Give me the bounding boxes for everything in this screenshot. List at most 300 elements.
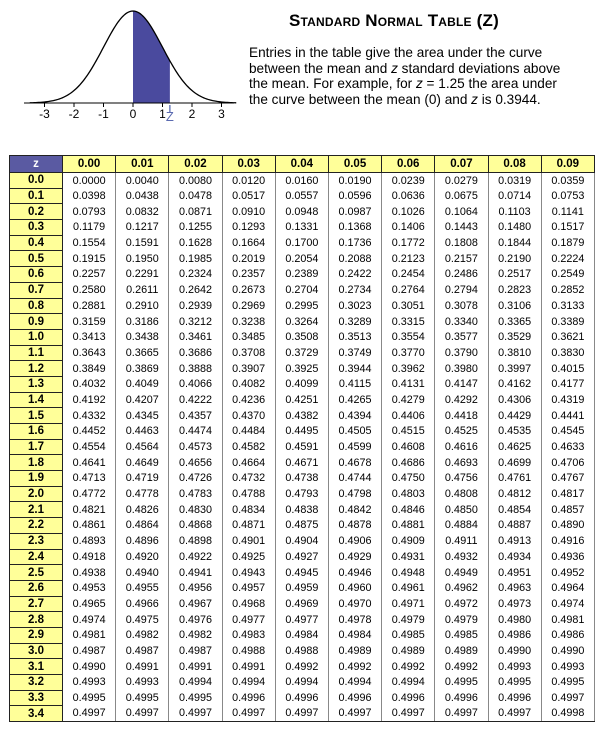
table-cell: 0.4370	[222, 408, 275, 424]
table-cell: 0.3133	[541, 298, 594, 314]
table-cell: 0.4997	[222, 706, 275, 722]
row-header: 0.8	[10, 298, 63, 314]
table-cell: 0.0517	[222, 188, 275, 204]
table-row	[10, 675, 595, 691]
table-cell: 0.4992	[328, 659, 381, 675]
table-cell: 0.3770	[382, 345, 435, 361]
table-cell: 0.3962	[382, 361, 435, 377]
table-cell: 0.3849	[63, 361, 116, 377]
table-cell: 0.4864	[116, 518, 169, 534]
row-header: 1.5	[10, 408, 63, 424]
table-cell: 0.4750	[382, 471, 435, 487]
table-cell: 0.4997	[488, 706, 541, 722]
table-row	[10, 533, 595, 549]
table-cell: 0.4904	[275, 533, 328, 549]
table-cell: 0.4429	[488, 408, 541, 424]
table-row	[10, 392, 595, 408]
column-header: 0.04	[275, 156, 328, 173]
table-cell: 0.0793	[63, 204, 116, 220]
table-row	[10, 220, 595, 236]
table-cell: 0.1628	[169, 235, 222, 251]
table-cell: 0.4798	[328, 486, 381, 502]
table-cell: 0.2224	[541, 251, 594, 267]
table-cell: 0.3810	[488, 345, 541, 361]
table-description: Entries in the table give the area under the curve between the mean and z standard deviations above the mean. For example, for z = 1.25 the area under the curve between the mean (0) and z is 0.3944.	[249, 45, 561, 107]
table-cell: 0.3340	[435, 314, 488, 330]
row-header: 1.6	[10, 424, 63, 440]
table-cell: 0.2580	[63, 282, 116, 298]
table-cell: 0.2939	[169, 298, 222, 314]
table-cell: 0.4656	[169, 455, 222, 471]
table-body	[10, 173, 595, 722]
table-row	[10, 690, 595, 706]
row-header: 2.3	[10, 533, 63, 549]
table-cell: 0.4525	[435, 424, 488, 440]
table-cell: 0.3212	[169, 314, 222, 330]
table-row	[10, 345, 595, 361]
table-cell: 0.4995	[169, 690, 222, 706]
table-cell: 0.4875	[275, 518, 328, 534]
table-cell: 0.2517	[488, 267, 541, 283]
x-tick-label: -3	[39, 107, 50, 121]
table-cell: 0.4965	[63, 596, 116, 612]
table-cell: 0.3485	[222, 329, 275, 345]
table-cell: 0.4049	[116, 376, 169, 392]
z-table	[9, 155, 595, 722]
table-cell: 0.4984	[275, 627, 328, 643]
table-cell: 0.4772	[63, 486, 116, 502]
table-cell: 0.4821	[63, 502, 116, 518]
table-cell: 0.4975	[116, 612, 169, 628]
table-cell: 0.3159	[63, 314, 116, 330]
table-cell: 0.2019	[222, 251, 275, 267]
table-cell: 0.2852	[541, 282, 594, 298]
table-cell: 0.4115	[328, 376, 381, 392]
table-cell: 0.4177	[541, 376, 594, 392]
row-header: 0.3	[10, 220, 63, 236]
table-row	[10, 251, 595, 267]
table-cell: 0.4878	[328, 518, 381, 534]
table-cell: 0.3554	[382, 329, 435, 345]
table-cell: 0.4192	[63, 392, 116, 408]
table-cell: 0.4976	[169, 612, 222, 628]
table-cell: 0.4726	[169, 471, 222, 487]
table-cell: 0.4974	[63, 612, 116, 628]
table-cell: 0.4996	[382, 690, 435, 706]
table-cell: 0.4995	[435, 675, 488, 691]
table-cell: 0.4967	[169, 596, 222, 612]
table-cell: 0.4922	[169, 549, 222, 565]
table-cell: 0.0478	[169, 188, 222, 204]
table-cell: 0.4854	[488, 502, 541, 518]
table-cell: 0.4997	[328, 706, 381, 722]
table-cell: 0.3508	[275, 329, 328, 345]
table-cell: 0.2881	[63, 298, 116, 314]
x-tick-label: -2	[68, 107, 80, 121]
table-cell: 0.3365	[488, 314, 541, 330]
table-cell: 0.4788	[222, 486, 275, 502]
table-row	[10, 204, 595, 220]
table-cell: 0.0040	[116, 173, 169, 189]
table-cell: 0.4995	[488, 675, 541, 691]
table-cell: 0.4616	[435, 439, 488, 455]
table-row	[10, 502, 595, 518]
column-header: 0.09	[541, 156, 594, 173]
table-cell: 0.4884	[435, 518, 488, 534]
table-row	[10, 267, 595, 283]
table-cell: 0.3980	[435, 361, 488, 377]
column-header: 0.00	[63, 156, 116, 173]
table-cell: 0.1700	[275, 235, 328, 251]
table-cell: 0.4909	[382, 533, 435, 549]
table-cell: 0.1217	[116, 220, 169, 236]
table-cell: 0.0080	[169, 173, 222, 189]
row-header: 2.8	[10, 612, 63, 628]
row-header: 1.8	[10, 455, 63, 471]
row-header: 1.9	[10, 471, 63, 487]
table-cell: 0.4131	[382, 376, 435, 392]
table-cell: 0.4599	[328, 439, 381, 455]
table-cell: 0.0359	[541, 173, 594, 189]
table-cell: 0.4719	[116, 471, 169, 487]
table-cell: 0.4995	[541, 675, 594, 691]
table-cell: 0.3869	[116, 361, 169, 377]
table-row	[10, 643, 595, 659]
table-cell: 0.4706	[541, 455, 594, 471]
table-cell: 0.4991	[169, 659, 222, 675]
row-header: 0.6	[10, 267, 63, 283]
table-cell: 0.4515	[382, 424, 435, 440]
table-cell: 0.4987	[169, 643, 222, 659]
row-header: 0.1	[10, 188, 63, 204]
table-cell: 0.1026	[382, 204, 435, 220]
table-cell: 0.3529	[488, 329, 541, 345]
table-cell: 0.3264	[275, 314, 328, 330]
x-tick-label: 2	[188, 107, 196, 121]
table-cell: 0.4099	[275, 376, 328, 392]
table-cell: 0.1950	[116, 251, 169, 267]
table-cell: 0.4973	[488, 596, 541, 612]
row-header: 3.4	[10, 706, 63, 722]
table-cell: 0.4893	[63, 533, 116, 549]
table-cell: 0.4960	[328, 580, 381, 596]
table-cell: 0.1844	[488, 235, 541, 251]
table-cell: 0.4994	[382, 675, 435, 691]
table-cell: 0.4319	[541, 392, 594, 408]
table-cell: 0.2764	[382, 282, 435, 298]
normal-curve-figure	[0, 0, 240, 150]
table-cell: 0.0398	[63, 188, 116, 204]
table-row	[10, 596, 595, 612]
table-cell: 0.4927	[275, 549, 328, 565]
table-cell: 0.4625	[488, 439, 541, 455]
table-cell: 0.2389	[275, 267, 328, 283]
table-cell: 0.4732	[222, 471, 275, 487]
table-cell: 0.2054	[275, 251, 328, 267]
table-cell: 0.4251	[275, 392, 328, 408]
table-cell: 0.1443	[435, 220, 488, 236]
table-cell: 0.4292	[435, 392, 488, 408]
table-cell: 0.4147	[435, 376, 488, 392]
table-cell: 0.0120	[222, 173, 275, 189]
table-cell: 0.4834	[222, 502, 275, 518]
table-cell: 0.0832	[116, 204, 169, 220]
table-row	[10, 706, 595, 722]
table-cell: 0.4066	[169, 376, 222, 392]
table-cell: 0.4032	[63, 376, 116, 392]
table-cell: 0.4980	[488, 612, 541, 628]
x-tick-label: -1	[98, 107, 109, 121]
table-cell: 0.4979	[435, 612, 488, 628]
table-cell: 0.3238	[222, 314, 275, 330]
table-cell: 0.4996	[435, 690, 488, 706]
table-cell: 0.4265	[328, 392, 381, 408]
column-header: 0.02	[169, 156, 222, 173]
table-cell: 0.2549	[541, 267, 594, 283]
table-cell: 0.4941	[169, 565, 222, 581]
table-cell: 0.4963	[488, 580, 541, 596]
row-header: 2.5	[10, 565, 63, 581]
table-cell: 0.3686	[169, 345, 222, 361]
table-cell: 0.3749	[328, 345, 381, 361]
table-cell: 0.1406	[382, 220, 435, 236]
table-cell: 0.1331	[275, 220, 328, 236]
table-cell: 0.1808	[435, 235, 488, 251]
table-cell: 0.4345	[116, 408, 169, 424]
table-cell: 0.4920	[116, 549, 169, 565]
row-header: 0.7	[10, 282, 63, 298]
table-cell: 0.4989	[328, 643, 381, 659]
table-cell: 0.4678	[328, 455, 381, 471]
table-cell: 0.4929	[328, 549, 381, 565]
table-cell: 0.4505	[328, 424, 381, 440]
table-cell: 0.3665	[116, 345, 169, 361]
table-cell: 0.2190	[488, 251, 541, 267]
row-header: 0.2	[10, 204, 63, 220]
table-cell: 0.4943	[222, 565, 275, 581]
table-cell: 0.3289	[328, 314, 381, 330]
table-row	[10, 580, 595, 596]
table-cell: 0.1179	[63, 220, 116, 236]
table-cell: 0.4545	[541, 424, 594, 440]
table-cell: 0.0239	[382, 173, 435, 189]
page-title: Standard Normal Table (Z)	[289, 11, 499, 30]
table-cell: 0.4997	[116, 706, 169, 722]
table-cell: 0.2969	[222, 298, 275, 314]
table-cell: 0.4982	[116, 627, 169, 643]
table-cell: 0.4995	[116, 690, 169, 706]
table-row	[10, 408, 595, 424]
column-header: 0.01	[116, 156, 169, 173]
row-header: 3.0	[10, 643, 63, 659]
table-cell: 0.4959	[275, 580, 328, 596]
table-cell: 0.4966	[116, 596, 169, 612]
table-cell: 0.0910	[222, 204, 275, 220]
table-cell: 0.4808	[435, 486, 488, 502]
table-cell: 0.1772	[382, 235, 435, 251]
table-cell: 0.0279	[435, 173, 488, 189]
table-cell: 0.4979	[382, 612, 435, 628]
row-header: 1.3	[10, 376, 63, 392]
table-cell: 0.4554	[63, 439, 116, 455]
table-cell: 0.4949	[435, 565, 488, 581]
table-cell: 0.4996	[328, 690, 381, 706]
table-row	[10, 549, 595, 565]
table-cell: 0.2123	[382, 251, 435, 267]
table-cell: 0.4987	[116, 643, 169, 659]
table-row	[10, 424, 595, 440]
table-cell: 0.4236	[222, 392, 275, 408]
table-cell: 0.4441	[541, 408, 594, 424]
table-cell: 0.3513	[328, 329, 381, 345]
table-cell: 0.4977	[222, 612, 275, 628]
table-cell: 0.0675	[435, 188, 488, 204]
table-cell: 0.4986	[541, 627, 594, 643]
table-cell: 0.2995	[275, 298, 328, 314]
table-cell: 0.4452	[63, 424, 116, 440]
table-cell: 0.1517	[541, 220, 594, 236]
table-cell: 0.0871	[169, 204, 222, 220]
row-header: 2.1	[10, 502, 63, 518]
row-header: 1.4	[10, 392, 63, 408]
table-cell: 0.1664	[222, 235, 275, 251]
table-cell: 0.2794	[435, 282, 488, 298]
table-cell: 0.3023	[328, 298, 381, 314]
table-cell: 0.3438	[116, 329, 169, 345]
table-cell: 0.4978	[328, 612, 381, 628]
table-cell: 0.2157	[435, 251, 488, 267]
shaded-area	[133, 11, 170, 103]
table-cell: 0.4993	[63, 675, 116, 691]
column-header: 0.06	[382, 156, 435, 173]
table-cell: 0.4993	[116, 675, 169, 691]
x-tick-label: 3	[218, 107, 225, 121]
table-cell: 0.4382	[275, 408, 328, 424]
z-marker-label: Z	[165, 109, 174, 124]
table-cell: 0.4649	[116, 455, 169, 471]
table-cell: 0.4995	[63, 690, 116, 706]
table-cell: 0.4015	[541, 361, 594, 377]
table-cell: 0.2823	[488, 282, 541, 298]
table-cell: 0.2486	[435, 267, 488, 283]
table-cell: 0.4608	[382, 439, 435, 455]
table-cell: 0.4996	[222, 690, 275, 706]
table-cell: 0.4783	[169, 486, 222, 502]
table-row	[10, 282, 595, 298]
table-row	[10, 565, 595, 581]
table-cell: 0.4986	[488, 627, 541, 643]
table-cell: 0.3708	[222, 345, 275, 361]
table-cell: 0.2291	[116, 267, 169, 283]
table-cell: 0.4918	[63, 549, 116, 565]
table-cell: 0.1554	[63, 235, 116, 251]
table-cell: 0.4994	[328, 675, 381, 691]
table-cell: 0.4693	[435, 455, 488, 471]
table-cell: 0.3106	[488, 298, 541, 314]
table-cell: 0.4906	[328, 533, 381, 549]
table-cell: 0.2088	[328, 251, 381, 267]
table-cell: 0.3830	[541, 345, 594, 361]
x-axis-tick-labels	[39, 107, 225, 121]
table-cell: 0.4641	[63, 455, 116, 471]
table-cell: 0.2734	[328, 282, 381, 298]
table-cell: 0.0190	[328, 173, 381, 189]
table-cell: 0.4713	[63, 471, 116, 487]
table-cell: 0.4306	[488, 392, 541, 408]
table-cell: 0.0596	[328, 188, 381, 204]
table-cell: 0.4793	[275, 486, 328, 502]
table-cell: 0.4991	[222, 659, 275, 675]
table-cell: 0.4207	[116, 392, 169, 408]
row-header: 0.4	[10, 235, 63, 251]
table-cell: 0.4997	[169, 706, 222, 722]
table-cell: 0.3888	[169, 361, 222, 377]
table-cell: 0.3643	[63, 345, 116, 361]
table-cell: 0.4992	[382, 659, 435, 675]
table-cell: 0.0160	[275, 173, 328, 189]
table-cell: 0.4916	[541, 533, 594, 549]
table-cell: 0.4535	[488, 424, 541, 440]
table-cell: 0.2673	[222, 282, 275, 298]
table-cell: 0.4931	[382, 549, 435, 565]
table-cell: 0.4989	[382, 643, 435, 659]
table-cell: 0.4767	[541, 471, 594, 487]
table-cell: 0.4990	[541, 643, 594, 659]
table-cell: 0.4946	[328, 565, 381, 581]
table-row	[10, 188, 595, 204]
table-cell: 0.4357	[169, 408, 222, 424]
table-cell: 0.2422	[328, 267, 381, 283]
table-row	[10, 627, 595, 643]
table-cell: 0.4982	[169, 627, 222, 643]
table-cell: 0.4948	[382, 565, 435, 581]
row-header: 2.0	[10, 486, 63, 502]
table-cell: 0.4952	[541, 565, 594, 581]
table-cell: 0.4994	[222, 675, 275, 691]
column-header: 0.05	[328, 156, 381, 173]
column-header: 0.03	[222, 156, 275, 173]
table-cell: 0.0319	[488, 173, 541, 189]
row-header: 1.2	[10, 361, 63, 377]
table-cell: 0.4484	[222, 424, 275, 440]
table-cell: 0.2910	[116, 298, 169, 314]
table-cell: 0.1141	[541, 204, 594, 220]
table-cell: 0.4962	[435, 580, 488, 596]
table-cell: 0.4936	[541, 549, 594, 565]
table-cell: 0.4881	[382, 518, 435, 534]
x-tick-label: 0	[129, 107, 137, 121]
table-cell: 0.4406	[382, 408, 435, 424]
table-cell: 0.3078	[435, 298, 488, 314]
table-cell: 0.4896	[116, 533, 169, 549]
table-cell: 0.4957	[222, 580, 275, 596]
row-header: 2.7	[10, 596, 63, 612]
table-cell: 0.4082	[222, 376, 275, 392]
table-cell: 0.4997	[382, 706, 435, 722]
table-cell: 0.4394	[328, 408, 381, 424]
column-header-row	[10, 156, 595, 173]
table-cell: 0.1103	[488, 204, 541, 220]
table-cell: 0.4953	[63, 580, 116, 596]
table-cell: 0.4474	[169, 424, 222, 440]
table-cell: 0.3577	[435, 329, 488, 345]
table-row	[10, 659, 595, 675]
table-cell: 0.4279	[382, 392, 435, 408]
table-cell: 0.0714	[488, 188, 541, 204]
table-cell: 0.4868	[169, 518, 222, 534]
table-cell: 0.1293	[222, 220, 275, 236]
table-row	[10, 439, 595, 455]
